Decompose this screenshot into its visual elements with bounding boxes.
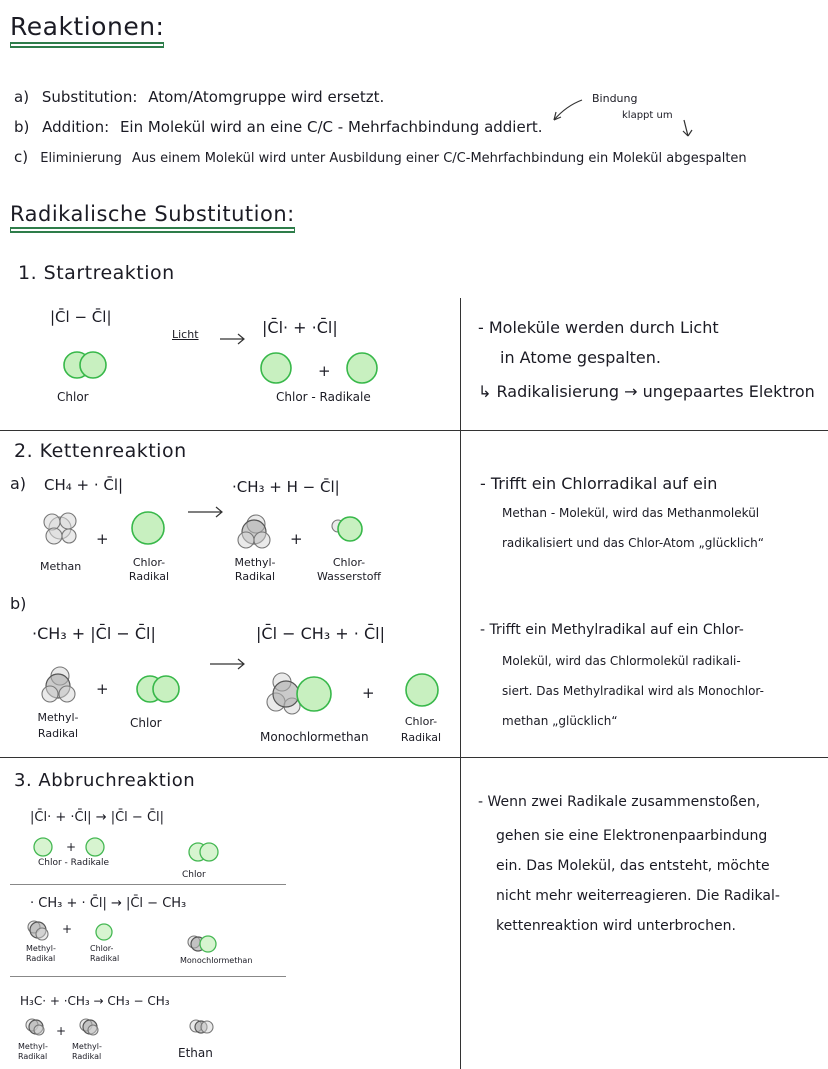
termination-note-1: - Wenn zwei Radikale zusammenstoßen, — [478, 794, 761, 810]
chain-a-letter: a) — [10, 474, 27, 493]
chain-note-b-2: Molekül, wird das Chlormolekül radikali- — [502, 654, 741, 668]
termination-plus: + — [56, 1024, 67, 1038]
methyl-radical-model — [234, 510, 278, 554]
chlorwasserstoff-model — [328, 512, 368, 548]
bond-arrow-down-icon — [678, 118, 698, 142]
definition-term: Addition: — [42, 118, 110, 136]
reaction-arrow-icon — [208, 658, 248, 670]
termination-plus: + — [62, 922, 73, 936]
chlor-molecule-model — [186, 840, 226, 866]
chlor-molecule-model — [134, 670, 190, 710]
ethan-model — [188, 1018, 218, 1036]
definition-letter: b) — [14, 118, 30, 136]
definition-c — [14, 148, 747, 166]
termination-plus: + — [66, 840, 77, 854]
termination-eq2: · CH₃ + · C̄l| → |C̄l − CH₃ — [30, 896, 187, 911]
chain-note-b-4: methan „glücklich“ — [502, 714, 618, 728]
chain-b-equation-right: |C̄l − CH₃ + · C̄l| — [256, 624, 385, 643]
chlor-radical-model — [94, 922, 116, 944]
termination-eq2-label-chlor: Chlor-Radikal — [90, 944, 120, 963]
termination-eq2-label-methyl: Methyl-Radikal — [26, 944, 56, 963]
termination-note-4: nicht mehr weiterreagieren. Die Radikal- — [496, 888, 780, 904]
termination-separator — [10, 976, 286, 977]
termination-note-2: gehen sie eine Elektronenpaarbindung — [496, 828, 768, 844]
methyl-radical-model — [78, 1016, 102, 1038]
start-products: |C̄l· + ·C̄l| — [262, 318, 338, 337]
start-label-chlor: Chlor — [57, 390, 89, 404]
chain-b-plus: + — [362, 684, 375, 702]
chainreaction-heading: 2. Kettenreaktion — [14, 440, 187, 462]
startreaction-heading: 1. Startreaktion — [18, 262, 175, 284]
definition-text: Ein Molekül wird an eine C/C - Mehrfachbindung addiert. — [119, 118, 543, 136]
start-note-2: in Atome gespalten. — [500, 348, 661, 367]
termination-eq3-label-methyl1: Methyl-Radikal — [18, 1042, 48, 1061]
methyl-radical-model — [24, 1016, 48, 1038]
termination-eq1-label-radicals: Chlor - Radikale — [38, 858, 110, 868]
chain-note-a-2: Methan - Molekül, wird das Methanmolekül — [502, 506, 760, 520]
termination-note-5: kettenreaktion wird unterbrochen. — [496, 918, 736, 934]
reaction-arrow-icon — [186, 506, 226, 518]
divider-horizontal — [0, 757, 828, 758]
chain-b-label-chlorradikal: Chlor-Radikal — [400, 715, 442, 744]
definition-a — [14, 88, 384, 106]
termination-note-3: ein. Das Molekül, das entsteht, möchte — [496, 858, 770, 874]
definition-letter: a) — [14, 88, 30, 106]
termination-eq3-label-ethan: Ethan — [178, 1046, 213, 1060]
termination-eq1: |C̄l· + ·C̄l| → |C̄l − C̄l| — [30, 810, 165, 825]
termination-heading: 3. Abbruchreaktion — [14, 770, 196, 791]
chlor-radical-model — [130, 510, 170, 550]
start-note-3: ↳ Radikalisierung → ungepaartes Elektron — [478, 382, 815, 401]
bond-note-line1: Bindung — [592, 92, 638, 105]
termination-separator — [10, 884, 286, 885]
start-arrow-label: Licht — [172, 328, 199, 341]
divider-vertical — [460, 298, 461, 1069]
chain-a-plus: + — [96, 530, 109, 548]
chlor-molecule-model — [60, 346, 120, 386]
chain-a-equation-left: CH₄ + · C̄l| — [44, 476, 124, 494]
methyl-radical-model — [26, 918, 52, 942]
chlor-radical-model — [258, 350, 298, 390]
chlor-radical-model — [404, 672, 444, 712]
monochlormethan-model — [186, 932, 222, 956]
termination-eq3-label-methyl2: Methyl-Radikal — [72, 1042, 102, 1061]
start-label-radicals: Chlor - Radikale — [276, 390, 371, 404]
termination-eq3: H₃C· + ·CH₃ → CH₃ − CH₃ — [20, 994, 170, 1008]
start-plus: + — [318, 362, 331, 380]
definition-letter: c) — [14, 148, 29, 166]
chain-b-label-monochlormethan: Monochlormethan — [260, 730, 369, 744]
chain-a-label-chlorwasserstoff: Chlor-Wasserstoff — [316, 556, 382, 583]
chain-b-equation-left: ·CH₃ + |C̄l − C̄l| — [32, 624, 156, 643]
chain-b-label-chlor: Chlor — [130, 716, 162, 730]
chain-note-b-1: - Trifft ein Methylradikal auf ein Chlor- — [480, 622, 744, 638]
chlor-radical-model — [32, 836, 56, 860]
bond-note-line2: klappt um — [622, 110, 673, 121]
methyl-radical-model — [38, 664, 82, 708]
definition-text: Atom/Atomgruppe wird ersetzt. — [148, 88, 385, 106]
chain-a-label-chlorradikal: Chlor-Radikal — [128, 556, 170, 583]
definition-text: Aus einem Molekül wird unter Ausbildung einer C/C-Mehrfachbindung ein Molekül abgespalten — [132, 151, 747, 166]
definition-b — [14, 118, 543, 136]
termination-eq1-label-chlor: Chlor — [182, 870, 206, 880]
start-reactant: |C̄l − C̄l| — [50, 308, 112, 326]
start-note-1: - Moleküle werden durch Licht — [478, 318, 719, 337]
chain-b-label-methylradikal: Methyl-Radikal — [37, 711, 79, 740]
chain-b-letter: b) — [10, 594, 27, 613]
page-title: Reaktionen: — [10, 12, 164, 44]
methan-molecule-model — [40, 508, 84, 548]
monochlormethan-model — [266, 670, 346, 718]
reaction-arrow-icon — [218, 333, 248, 345]
definition-term: Substitution: — [41, 88, 138, 106]
section-subtitle: Radikalische Substitution: — [10, 202, 295, 229]
termination-eq2-label-monochlormethan: Monochlormethan — [180, 956, 253, 965]
chain-a-label-methylradikal: Methyl-Radikal — [234, 556, 276, 583]
definition-term: Eliminierung — [40, 151, 122, 166]
chain-a-label-methan: Methan — [40, 560, 82, 573]
divider-horizontal — [0, 430, 828, 431]
chlor-radical-model — [84, 836, 108, 860]
chlor-radical-model — [344, 350, 384, 390]
bond-arrow-icon — [548, 98, 588, 128]
chain-note-a-3: radikalisiert und das Chlor-Atom „glücklich“ — [502, 536, 764, 550]
chain-b-plus: + — [96, 680, 109, 698]
chain-a-equation-right: ·CH₃ + H − C̄l| — [232, 478, 340, 496]
chain-note-b-3: siert. Das Methylradikal wird als Monochlor- — [502, 684, 764, 698]
chain-note-a-1: - Trifft ein Chlorradikal auf ein — [480, 474, 718, 493]
chain-a-plus: + — [290, 530, 303, 548]
